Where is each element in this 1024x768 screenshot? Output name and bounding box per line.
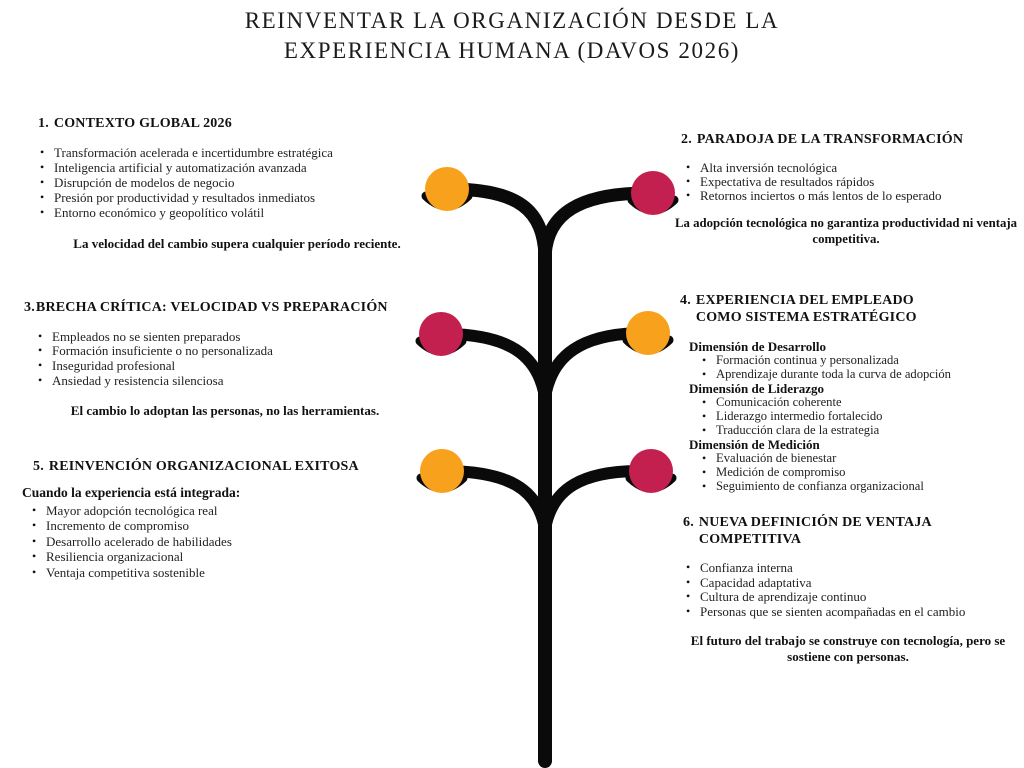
bullet-item: • Presión por productividad y resultados inmediatos — [38, 190, 436, 205]
bullet-item: • Desarrollo acelerado de habilidades — [30, 534, 418, 550]
section-5-heading: 5. REINVENCIÓN ORGANIZACIONAL EXITOSA — [33, 459, 359, 474]
section-3-bullet-list — [24, 330, 426, 390]
bullet-item: • Entorno económico y geopolítico volátil — [38, 205, 436, 220]
bullet-item: • Medición de compromiso — [700, 466, 1020, 480]
section-4-groups — [680, 340, 1020, 494]
section-3-note: El cambio lo adoptan las personas, no las herramientas. — [70, 403, 380, 419]
bullet-item: • Disrupción de modelos de negocio — [38, 175, 436, 190]
section-nueva-ventaja — [672, 515, 1024, 665]
bullet-item: • Traducción clara de la estrategia — [700, 424, 1020, 438]
section-contexto-global — [38, 116, 436, 252]
dimension-bullet-list — [680, 452, 1020, 494]
section-3-number: 3. — [24, 300, 35, 315]
tree-node-top-right — [631, 171, 675, 215]
section-1-number: 1. — [38, 116, 49, 131]
dimension-title: Dimensión de Medición — [689, 436, 820, 452]
section-reinvencion-exitosa — [16, 459, 418, 580]
tree-node-mid-right — [626, 311, 670, 355]
section-6-bullet-list — [672, 561, 1024, 620]
bullet-item: • Inseguridad profesional — [36, 359, 426, 374]
section-2-heading: 2. PARADOJA DE LA TRANSFORMACIÓN — [681, 132, 964, 147]
bullet-item: • Comunicación coherente — [700, 396, 1020, 410]
bullet-item: • Confianza interna — [684, 561, 1024, 576]
bullet-item: • Cultura de aprendizaje continuo — [684, 590, 1024, 605]
bullet-item: • Retornos inciertos o más lentos de lo esperado — [684, 189, 1020, 203]
page-title-line2: EXPERIENCIA HUMANA (DAVOS 2026) — [283, 38, 741, 64]
section-4-number: 4. — [680, 293, 691, 308]
section-2-bullet-list — [672, 161, 1020, 203]
bullet-item: • Capacidad adaptativa — [684, 576, 1024, 591]
bullet-item: • Liderazgo intermedio fortalecido — [700, 410, 1020, 424]
bullet-item: • Personas que se sienten acompañadas en el cambio — [684, 605, 1024, 620]
dimension-liderazgo — [680, 382, 1020, 438]
bullet-item: • Ansiedad y resistencia silenciosa — [36, 374, 426, 389]
dimension-title: Dimensión de Liderazgo — [689, 381, 825, 397]
dimension-desarrollo — [680, 340, 1020, 382]
section-5-bullet-list — [16, 503, 418, 581]
section-6-number: 6. — [683, 515, 694, 530]
dimension-medicion — [680, 438, 1020, 494]
section-brecha-critica — [24, 300, 426, 420]
section-1-bullet-list — [38, 145, 436, 221]
section-experiencia-empleado — [680, 293, 1020, 494]
bullet-item: • Alta inversión tecnológica — [684, 161, 1020, 175]
section-1-note: La velocidad del cambio supera cualquier período reciente. — [73, 235, 401, 251]
tree-node-bottom-right — [629, 449, 673, 493]
section-4-heading: 4. EXPERIENCIA DEL EMPLEADO COMO SISTEMA ESTRATÉGICO — [680, 293, 917, 325]
bullet-item: • Formación continua y personalizada — [700, 354, 1020, 368]
section-5-intro: Cuando la experiencia está integrada: — [22, 484, 241, 500]
bullet-item: • Inteligencia artificial y automatización avanzada — [38, 160, 436, 175]
section-6-note: El futuro del trabajo se construye con tecnología, pero se sostiene con personas. — [690, 632, 1006, 665]
section-2-number: 2. — [681, 132, 692, 147]
section-paradoja-transformacion — [672, 132, 1020, 248]
bullet-item: • Resiliencia organizacional — [30, 549, 418, 565]
section-2-note: La adopción tecnológica no garantiza productividad ni ventaja competitiva. — [674, 215, 1018, 246]
bullet-item: • Transformación acelerada e incertidumbre estratégica — [38, 145, 436, 160]
bullet-item: • Expectativa de resultados rápidos — [684, 175, 1020, 189]
bullet-item: • Evaluación de bienestar — [700, 452, 1020, 466]
section-1-heading: 1. CONTEXTO GLOBAL 2026 — [38, 116, 232, 131]
bullet-item: • Aprendizaje durante toda la curva de adopción — [700, 368, 1020, 382]
page-title-line1: REINVENTAR LA ORGANIZACIÓN DESDE LA — [244, 8, 780, 33]
section-3-heading: 3. BRECHA CRÍTICA: VELOCIDAD VS PREPARACIÓN — [24, 300, 388, 315]
tree-node-bottom-left — [420, 449, 464, 493]
bullet-item: • Mayor adopción tecnológica real — [30, 503, 418, 519]
dimension-bullet-list — [680, 396, 1020, 438]
section-6-heading: 6. NUEVA DEFINICIÓN DE VENTAJA COMPETITIVA — [683, 515, 932, 547]
dimension-bullet-list — [680, 354, 1020, 382]
bullet-item: • Seguimiento de confianza organizacional — [700, 480, 1020, 494]
bullet-item: • Formación insuficiente o no personalizada — [36, 344, 426, 359]
dimension-title: Dimensión de Desarrollo — [689, 339, 826, 355]
bullet-item: • Incremento de compromiso — [30, 518, 418, 534]
bullet-item: • Ventaja competitiva sostenible — [30, 565, 418, 581]
section-5-number: 5. — [33, 459, 44, 474]
bullet-item: • Empleados no se sienten preparados — [36, 330, 426, 345]
